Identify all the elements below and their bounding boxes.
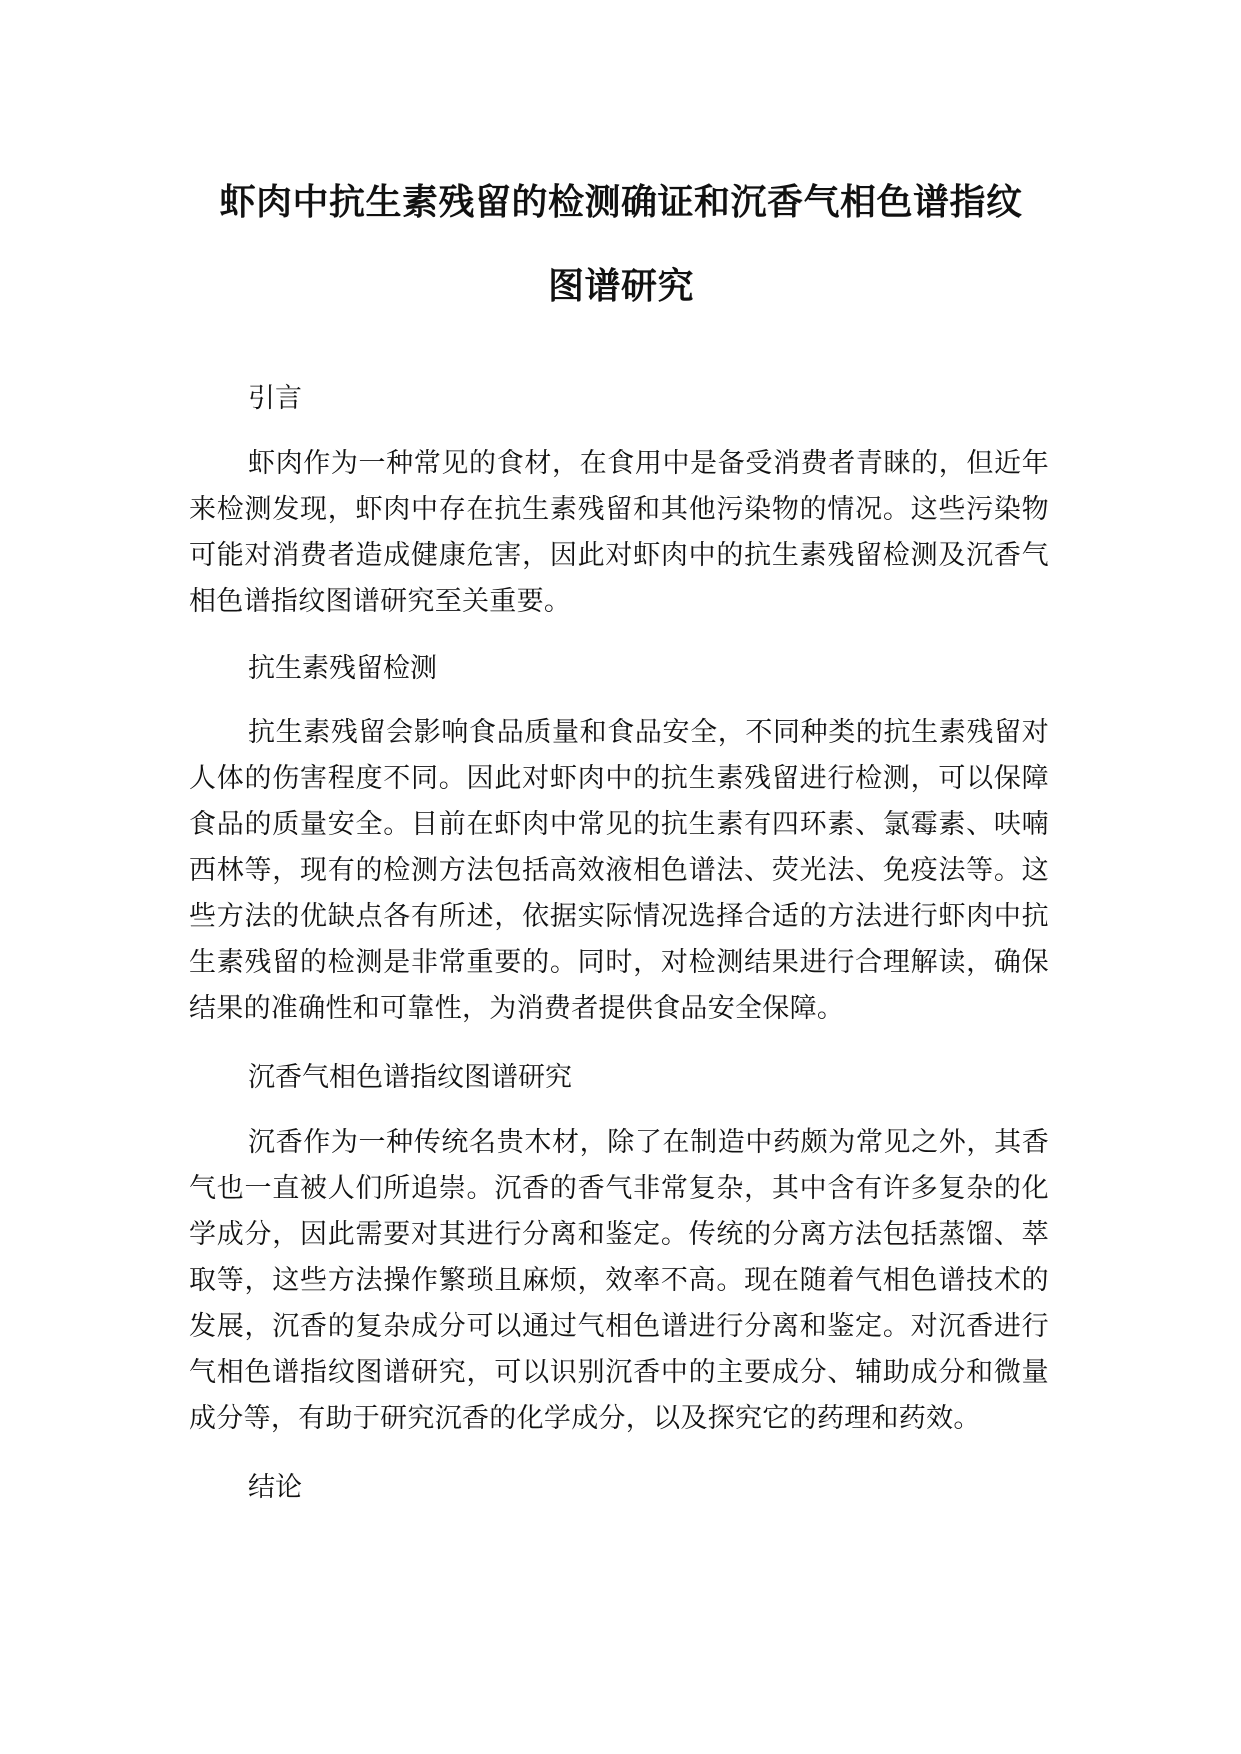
section-body-agarwood-gc: 沉香作为一种传统名贵木材，除了在制造中药颇为常见之外，其香气也一直被人们所追崇。沉香的香气非常复杂，其中含有许多复杂的化学成分，因此需要对其进行分离和鉴定。传统的分离方法包括蒸馏、萃取等，这些方法操作繁琐且麻烦，效率不高。现在随着气相色谱技术的发展，沉香的复杂成分可以通过气相色谱进行分离和鉴定。对沉香进行气相色谱指纹图谱研究，可以识别沉香中的主要成分、辅助成分和微量成分等，有助于研究沉香的化学成分，以及探究它的药理和药效。 <box>189 1127 1049 1434</box>
section-heading-introduction: 引言 <box>248 383 302 414</box>
section-body-antibiotic-detection: 抗生素残留会影响食品质量和食品安全，不同种类的抗生素残留对人体的伤害程度不同。因此对虾肉中的抗生素残留进行检测，可以保障食品的质量安全。目前在虾肉中常见的抗生素有四环素、氯霉素、呋喃西林等，现有的检测方法包括高效液相色谱法、荧光法、免疫法等。这些方法的优缺点各有所述，依据实际情况选择合适的方法进行虾肉中抗生素残留的检测是非常重要的。同时，对检测结果进行合理解读，确保结果的准确性和可靠性，为消费者提供食品安全保障。 <box>189 717 1049 1024</box>
section-body-introduction: 虾肉作为一种常见的食材，在食用中是备受消费者青睐的，但近年来检测发现，虾肉中存在抗生素残留和其他污染物的情况。这些污染物可能对消费者造成健康危害，因此对虾肉中的抗生素残留检测及沉香气相色谱指纹图谱研究至关重要。 <box>189 448 1049 617</box>
document-title-line-2: 图谱研究 <box>547 266 694 307</box>
document-title-line-1: 虾肉中抗生素残留的检测确证和沉香气相色谱指纹 <box>219 182 1023 223</box>
section-heading-conclusion: 结论 <box>248 1472 302 1503</box>
section-heading-antibiotic-detection: 抗生素残留检测 <box>248 653 437 684</box>
section-heading-agarwood-gc: 沉香气相色谱指纹图谱研究 <box>248 1062 572 1093</box>
